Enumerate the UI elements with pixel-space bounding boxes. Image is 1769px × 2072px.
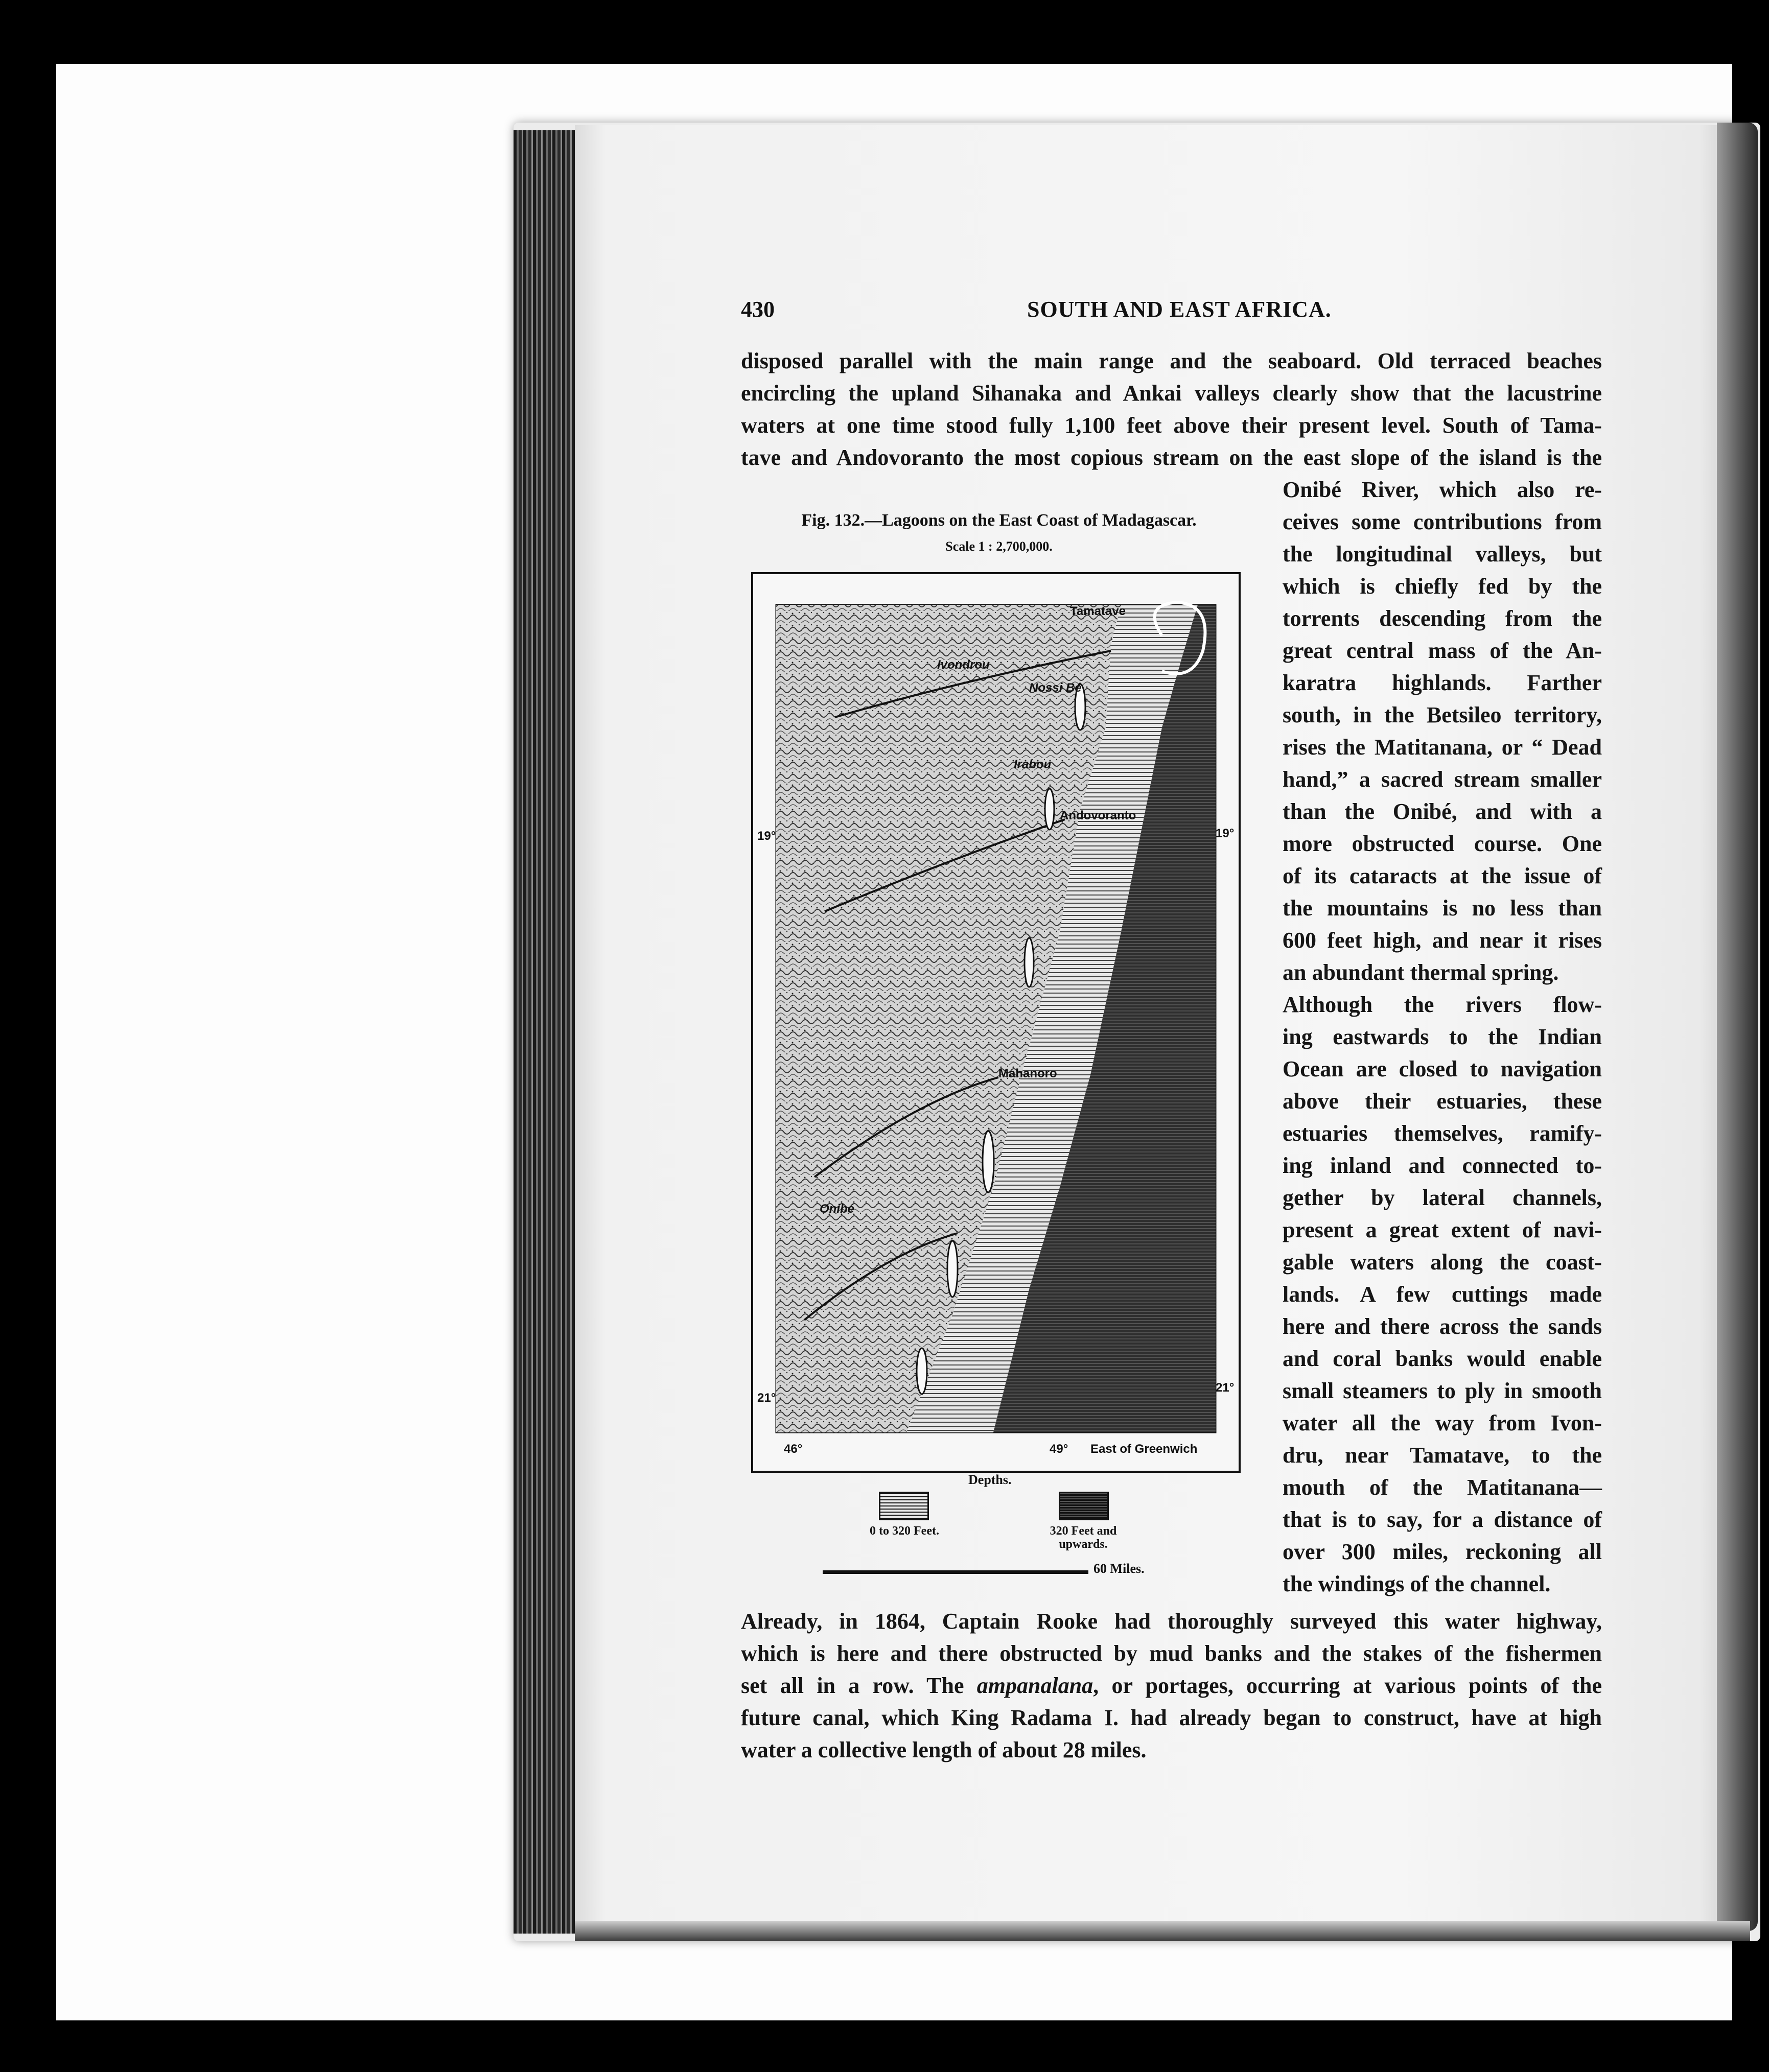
text-line: gether by lateral channels,: [1283, 1185, 1602, 1210]
caption-text: Fig. 132.—Lagoons on the East Coast of Madagascar.: [801, 511, 1197, 530]
text-line: waters at one time stood fully 1,100 feet above their present level. South of Tama-: [741, 413, 1602, 438]
text-line: lands. A few cuttings made: [1283, 1282, 1602, 1307]
label-ivondrou: Ivondrou: [937, 658, 990, 672]
label-lon49: 49°: [1050, 1442, 1068, 1456]
text-line: present a great extent of navi-: [1283, 1217, 1602, 1242]
label-lat21-right: 21°: [1216, 1381, 1235, 1395]
page-number: 430: [741, 297, 775, 322]
text-line: which is here and there obstructed by mud banks and the stakes of the fishermen: [741, 1641, 1602, 1666]
text-line: disposed parallel with the main range and the seaboard. Old terraced beaches: [741, 348, 1602, 373]
figure-scale: Scale 1 : 2,700,000.: [945, 539, 1053, 554]
text-line: great central mass of the An-: [1283, 638, 1602, 663]
text-line: tave and Andovoranto the most copious stream on the east slope of the island is the: [741, 445, 1602, 470]
text-line: Already, in 1864, Captain Rooke had thoroughly surveyed this water highway,: [741, 1609, 1602, 1634]
text-line: Although the rivers flow-: [1283, 992, 1602, 1017]
text-line: than the Onibé, and with a: [1283, 799, 1602, 824]
text-line: ing inland and connected to-: [1283, 1153, 1602, 1178]
running-head: [741, 296, 1604, 327]
text-line: water a collective length of about 28 miles.: [741, 1737, 1147, 1762]
text-line: water all the way from Ivon-: [1283, 1410, 1602, 1435]
text-line: and coral banks would enable: [1283, 1346, 1602, 1371]
text-line: rises the Matitanana, or “ Dead: [1283, 735, 1602, 760]
label-east-of-greenwich: East of Greenwich: [1090, 1442, 1198, 1456]
figure-caption: [736, 511, 1262, 530]
map-drawing: [753, 574, 1239, 1471]
text-line: Onibé River, which also re-: [1283, 477, 1602, 502]
text-line: Ocean are closed to navigation: [1283, 1056, 1602, 1081]
label-lat19-left: 19°: [757, 829, 776, 843]
scale-bar: [823, 1570, 1088, 1574]
text-line: an abundant thermal spring.: [1283, 960, 1559, 985]
text-line: more obstructed course. One: [1283, 831, 1602, 856]
text-line: the longitudinal valleys, but: [1283, 541, 1602, 567]
label-lat19-right: 19°: [1216, 827, 1235, 840]
text-line: over 300 miles, reckoning all: [1283, 1539, 1602, 1564]
label-irabou: Irabou: [1014, 758, 1052, 771]
map-figure: [751, 572, 1241, 1473]
legend-swatch-deep: [1059, 1492, 1109, 1520]
book-bottom-shadow: [575, 1921, 1750, 1941]
label-nossibe: Nossi Bé: [1029, 681, 1082, 695]
text-line: mouth of the Matitanana—: [1283, 1475, 1602, 1500]
label-tamatave: Tamatave: [1070, 604, 1126, 618]
bottom-paragraph: [741, 1605, 1602, 1766]
legend-label-deep: 320 Feet and upwards.: [1050, 1524, 1117, 1551]
running-title: SOUTH AND EAST AFRICA.: [1027, 297, 1332, 322]
text-line: karatra highlands. Farther: [1283, 670, 1602, 695]
text-line: south, in the Betsileo territory,: [1283, 702, 1602, 727]
text-line: of its cataracts at the issue of: [1283, 863, 1602, 888]
label-onibe: Onibé: [820, 1202, 855, 1216]
side-column: [1283, 474, 1602, 1600]
text-line: hand,” a sacred stream smaller: [1283, 767, 1602, 792]
label-andovoranto: Andovoranto: [1060, 809, 1136, 822]
page-edges: [514, 130, 575, 1934]
text-line: gable waters along the coast-: [1283, 1250, 1602, 1275]
label-mahanoro: Mahanoro: [998, 1067, 1057, 1080]
text-line: future canal, which King Radama I. had already began to construct, have at high: [741, 1705, 1602, 1730]
text-line: set all in a row. The ampanalana, or portages, occurring at various points of the: [741, 1673, 1602, 1698]
text-line: the windings of the channel.: [1283, 1571, 1551, 1596]
text-line: ceives some contributions from: [1283, 509, 1602, 534]
text-line: estuaries themselves, ramify-: [1283, 1121, 1602, 1146]
scale-bar-label: 60 Miles.: [1093, 1561, 1145, 1576]
label-lon46: 46°: [784, 1442, 803, 1456]
text-line: which is chiefly fed by the: [1283, 574, 1602, 599]
text-line: here and there across the sands: [1283, 1314, 1602, 1339]
top-paragraph: [741, 345, 1602, 474]
text-line: above their estuaries, these: [1283, 1089, 1602, 1114]
label-lat21-left: 21°: [757, 1391, 776, 1405]
text-line: encircling the upland Sihanaka and Ankai valleys clearly show that the lacustrine: [741, 381, 1602, 406]
text-line: dru, near Tamatave, to the: [1283, 1443, 1602, 1468]
text-line: 600 feet high, and near it rises: [1283, 928, 1602, 953]
legend-swatch-shallow: [879, 1492, 929, 1520]
book-right-shadow: [1717, 123, 1758, 1931]
text-line: small steamers to ply in smooth: [1283, 1378, 1602, 1403]
text-line: torrents descending from the: [1283, 606, 1602, 631]
text-line: ing eastwards to the Indian: [1283, 1024, 1602, 1049]
legend-title: Depths.: [968, 1472, 1012, 1487]
text-line: the mountains is no less than: [1283, 896, 1602, 921]
legend-label-shallow: 0 to 320 Feet.: [870, 1524, 939, 1538]
text-line: that is to say, for a distance of: [1283, 1507, 1602, 1532]
